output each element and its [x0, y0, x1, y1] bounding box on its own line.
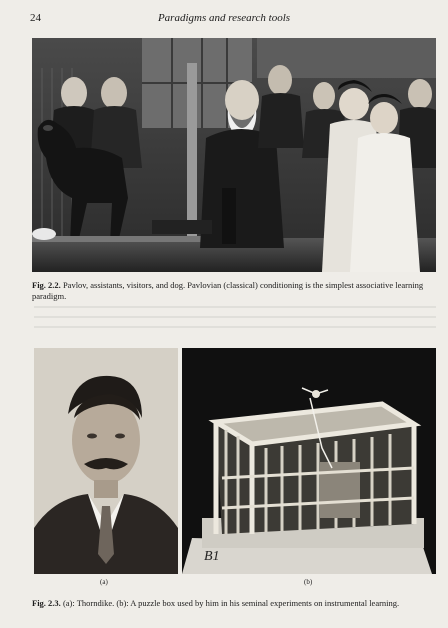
pavlov-group-illustration — [32, 38, 436, 272]
panel-a-label: (a) — [100, 578, 108, 586]
figure-2-3-label: Fig. 2.3. — [32, 598, 61, 608]
figure-2-2-caption — [32, 280, 436, 302]
page-bleed — [34, 306, 436, 308]
puzzle-box-photo — [182, 348, 436, 574]
page-bleed — [34, 326, 436, 328]
figure-2-3-caption-text: (a): Thorndike. (b): A puzzle box used by him in his seminal experiments on instrumental learning. — [62, 598, 400, 608]
running-head: Paradigms and research tools — [157, 12, 291, 24]
figure-2-3-caption — [32, 598, 442, 609]
figure-2-2-caption-text: Pavlov, assistants, visitors, and dog. Pavlovian (classical) conditioning is the simplest associative learning paradigm. — [32, 280, 424, 301]
puzzle-box-illustration — [182, 348, 436, 574]
panel-b-label: (b) — [304, 578, 313, 586]
page-number: 24 — [30, 12, 41, 24]
figure-2-2-label: Fig. 2.2. — [32, 280, 61, 290]
page-bleed — [34, 316, 436, 318]
box-marking: B1 — [204, 549, 220, 564]
pavlov-group-photo — [32, 38, 436, 272]
thorndike-portrait-illustration — [34, 348, 178, 574]
thorndike-portrait — [34, 348, 178, 574]
